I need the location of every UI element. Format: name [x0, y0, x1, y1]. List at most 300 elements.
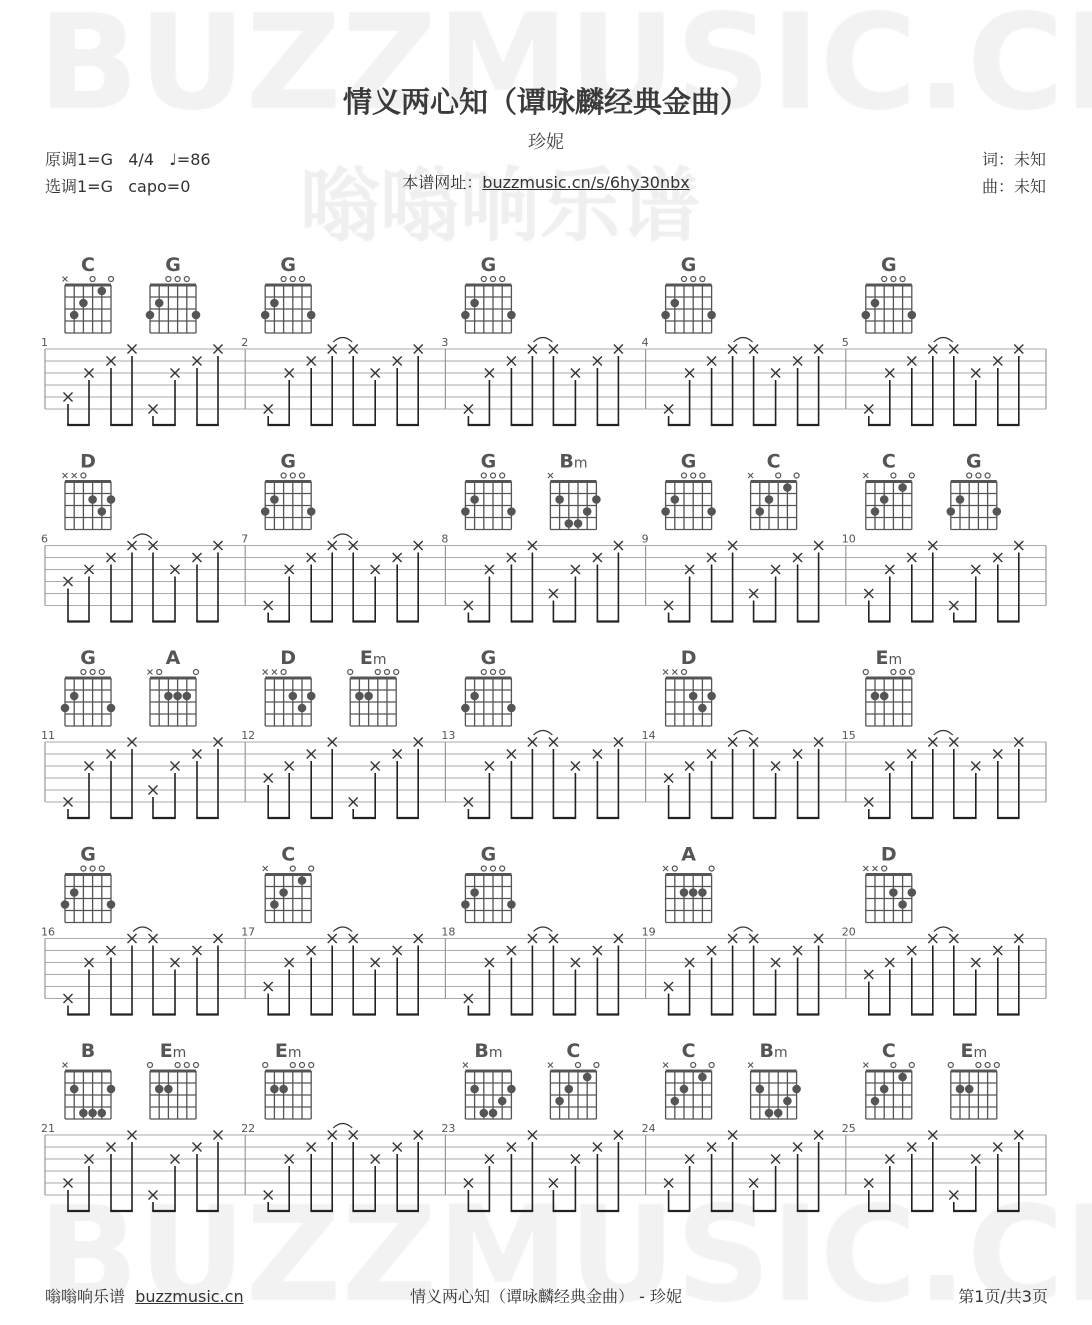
chord-diagram: [61, 844, 116, 923]
chord-diagram: [61, 647, 116, 726]
measure: [842, 844, 1046, 1015]
chord-name: D: [80, 450, 96, 473]
tie: [333, 338, 352, 343]
finger-dot: [947, 507, 956, 516]
finger-dot: [146, 311, 155, 320]
open-marker: [672, 866, 677, 871]
finger-dot: [270, 495, 279, 504]
mute-marker: [672, 670, 677, 675]
open-marker: [194, 1063, 199, 1068]
mute-marker: [873, 866, 878, 871]
chord-diagram: [948, 1040, 999, 1119]
open-marker: [691, 473, 696, 478]
tie: [533, 338, 552, 343]
mute-marker: [63, 1063, 68, 1068]
finger-dot: [498, 1097, 507, 1106]
open-marker: [491, 670, 496, 675]
finger-dot: [79, 1109, 88, 1118]
finger-dot: [871, 692, 880, 701]
chord-diagram: [663, 1040, 714, 1119]
measure-number: 8: [441, 532, 449, 546]
open-marker: [900, 277, 905, 282]
finger-dot: [765, 495, 774, 504]
measure-number: 7: [241, 532, 249, 546]
chord-diagram: [661, 451, 716, 530]
chord-name: C: [881, 450, 896, 473]
measure: [41, 647, 245, 818]
measure-number: 14: [641, 729, 656, 742]
finger-dot: [470, 888, 479, 897]
chord-name: G: [480, 450, 497, 473]
open-marker: [175, 277, 180, 282]
tie: [333, 927, 352, 932]
finger-dot: [783, 1097, 792, 1106]
chord-name: G: [480, 647, 497, 669]
open-marker: [481, 866, 486, 871]
chord-name: G: [965, 450, 982, 473]
composer: 曲：未知: [981, 177, 1046, 196]
tie: [934, 731, 953, 736]
finger-dot: [364, 692, 373, 701]
open-marker: [300, 473, 305, 478]
open-marker: [709, 866, 714, 871]
finger-dot: [79, 299, 88, 308]
chord-diagram: [862, 254, 917, 333]
chord-name: G: [480, 254, 497, 276]
chord-name: Em: [359, 647, 387, 669]
finger-dot: [661, 507, 670, 516]
open-marker: [909, 670, 914, 675]
chord-name: D: [280, 647, 297, 669]
chord-diagram: [63, 1040, 116, 1119]
open-marker: [491, 866, 496, 871]
chord-name: B: [80, 1040, 96, 1062]
chord-diagram: [263, 647, 316, 726]
chord-name: G: [680, 254, 697, 276]
finger-dot: [70, 692, 79, 701]
finger-dot: [898, 1073, 907, 1082]
finger-dot: [783, 483, 792, 492]
measure: [441, 844, 645, 1015]
mute-marker: [663, 1063, 668, 1068]
tie: [333, 1124, 352, 1129]
mute-marker: [72, 473, 77, 478]
tie: [133, 534, 152, 539]
measure-number: 19: [641, 925, 656, 939]
open-marker: [700, 277, 705, 282]
finger-dot: [355, 692, 364, 701]
finger-dot: [671, 1097, 680, 1106]
measure: [642, 1040, 846, 1211]
measure: [41, 844, 245, 1015]
measure-number: 15: [841, 729, 856, 742]
finger-dot: [164, 692, 173, 701]
tie: [934, 927, 953, 932]
mute-marker: [463, 1063, 468, 1068]
finger-dot: [862, 311, 871, 320]
open-marker: [194, 670, 199, 675]
finger-dot: [183, 692, 192, 701]
chord-name: Em: [875, 647, 903, 669]
open-marker: [290, 277, 295, 282]
open-marker: [375, 670, 380, 675]
open-marker: [891, 670, 896, 675]
measure-number: 24: [641, 1122, 656, 1135]
measure: [642, 254, 846, 425]
open-marker: [700, 473, 705, 478]
measure-number: 20: [841, 925, 856, 939]
finger-dot: [565, 1085, 574, 1094]
open-marker: [300, 1063, 305, 1068]
mute-marker: [263, 866, 268, 871]
finger-dot: [164, 1085, 173, 1094]
open-marker: [900, 670, 905, 675]
footer-page: 第1页/共3页: [958, 1287, 1048, 1306]
measure-number: 2: [241, 336, 249, 349]
footer-song: 情义两心知（谭咏麟经典金曲） - 珍妮: [410, 1287, 682, 1306]
open-marker: [290, 473, 295, 478]
artist: 珍妮: [528, 132, 564, 153]
finger-dot: [70, 311, 79, 320]
finger-dot: [689, 888, 698, 897]
measure: [41, 254, 245, 425]
chord-diagram: [261, 451, 316, 530]
score-url-link[interactable]: buzzmusic.cn/s/6hy30nbx: [482, 173, 690, 192]
finger-dot: [298, 704, 307, 713]
measure: [241, 451, 445, 622]
finger-dot: [470, 495, 479, 504]
finger-dot: [707, 507, 716, 516]
finger-dot: [698, 704, 707, 713]
finger-dot: [279, 1085, 288, 1094]
open-marker: [491, 473, 496, 478]
open-marker: [594, 1063, 599, 1068]
open-marker: [90, 277, 95, 282]
finger-dot: [173, 692, 182, 701]
lyricist: 词：未知: [981, 150, 1046, 169]
finger-dot: [298, 876, 307, 885]
measure: [642, 647, 846, 818]
finger-dot: [507, 1085, 516, 1094]
finger-dot: [680, 1085, 689, 1094]
open-marker: [682, 670, 687, 675]
chord-name: Em: [960, 1040, 988, 1062]
original-key: 原调1=G 4/4 ♩=86: [45, 150, 211, 169]
open-marker: [281, 277, 286, 282]
finger-dot: [489, 1109, 498, 1118]
mute-marker: [148, 670, 153, 675]
measure: [241, 647, 445, 818]
chord-name: G: [165, 254, 181, 276]
finger-dot: [774, 1109, 783, 1118]
footer-left: [45, 1284, 244, 1307]
chord-name: C: [681, 1040, 696, 1062]
measure: [441, 647, 645, 818]
measure: [241, 1040, 445, 1211]
finger-dot: [470, 1085, 479, 1094]
open-marker: [481, 277, 486, 282]
finger-dot: [671, 495, 680, 504]
chord-name: G: [80, 843, 96, 866]
measure-number: 23: [441, 1122, 456, 1135]
chord-diagram: [863, 844, 916, 923]
finger-dot: [574, 519, 583, 528]
finger-dot: [98, 287, 107, 296]
finger-dot: [898, 900, 907, 909]
measure-number: 3: [441, 336, 449, 349]
chord-diagram: [748, 451, 799, 530]
measure-number: 5: [841, 336, 849, 349]
finger-dot: [707, 692, 716, 701]
chord-diagram: [261, 254, 316, 333]
chord-diagram: [548, 1040, 599, 1119]
open-marker: [691, 1063, 696, 1068]
finger-dot: [956, 495, 965, 504]
mute-marker: [548, 1063, 553, 1068]
finger-dot: [583, 1073, 592, 1082]
finger-dot: [61, 900, 70, 909]
chord-name: A: [165, 647, 181, 669]
open-marker: [90, 866, 95, 871]
mute-marker: [272, 670, 277, 675]
open-marker: [81, 866, 86, 871]
finger-dot: [661, 311, 670, 320]
finger-dot: [680, 888, 689, 897]
measure-number: 1: [41, 336, 48, 349]
finger-dot: [270, 1085, 279, 1094]
open-marker: [863, 670, 868, 675]
open-marker: [776, 473, 781, 478]
open-marker: [500, 473, 505, 478]
chord-name: C: [881, 1040, 896, 1062]
open-marker: [385, 670, 390, 675]
url-label: 本谱网址：: [402, 173, 483, 192]
chord-name: D: [880, 843, 897, 866]
open-marker: [263, 1063, 268, 1068]
chord-diagram: [748, 1040, 801, 1119]
open-marker: [891, 277, 896, 282]
open-marker: [994, 1063, 999, 1068]
tie: [934, 338, 953, 343]
open-marker: [500, 866, 505, 871]
finger-dot: [279, 888, 288, 897]
chord-name: C: [281, 843, 296, 866]
measure: [441, 451, 645, 622]
selected-key: 选调1=G capo=0: [45, 177, 191, 196]
finger-dot: [307, 311, 316, 320]
chord-diagram: [863, 451, 914, 530]
finger-dot: [480, 1109, 489, 1118]
chord-diagram: [661, 254, 716, 333]
mute-marker: [63, 473, 68, 478]
chord-diagram: [263, 1040, 314, 1119]
chord-name: C: [766, 450, 781, 473]
open-marker: [576, 1063, 581, 1068]
measure-number: 12: [241, 729, 256, 742]
open-marker: [109, 277, 114, 282]
finger-dot: [507, 900, 516, 909]
open-marker: [948, 1063, 953, 1068]
finger-dot: [871, 1097, 880, 1106]
open-marker: [281, 473, 286, 478]
finger-dot: [956, 1085, 965, 1094]
measure: [842, 254, 1046, 425]
finger-dot: [261, 311, 270, 320]
chord-name: Em: [159, 1040, 187, 1062]
chord-name: G: [880, 254, 897, 276]
finger-dot: [461, 311, 470, 320]
finger-dot: [107, 900, 116, 909]
open-marker: [500, 670, 505, 675]
open-marker: [891, 473, 896, 478]
chord-diagram: [146, 254, 201, 333]
chord-name: Bm: [559, 450, 588, 473]
chord-diagram: [863, 647, 914, 726]
chord-diagram: [461, 451, 516, 530]
finger-dot: [470, 692, 479, 701]
finger-dot: [307, 507, 316, 516]
chord-name: G: [80, 647, 96, 669]
open-marker: [148, 1063, 153, 1068]
chord-name: Em: [274, 1040, 302, 1062]
open-marker: [691, 277, 696, 282]
finger-dot: [261, 507, 270, 516]
finger-dot: [880, 1085, 889, 1094]
finger-dot: [270, 299, 279, 308]
open-marker: [184, 277, 189, 282]
finger-dot: [908, 311, 917, 320]
measure-number: 21: [41, 1122, 55, 1135]
tie: [734, 927, 753, 932]
open-marker: [290, 866, 295, 871]
chord-name: G: [280, 450, 297, 473]
finger-dot: [155, 299, 164, 308]
finger-dot: [461, 507, 470, 516]
finger-dot: [583, 507, 592, 516]
open-marker: [90, 670, 95, 675]
tie: [333, 534, 352, 539]
measure-number: 9: [641, 532, 649, 546]
measure-number: 10: [841, 532, 856, 546]
measure-number: 18: [441, 925, 456, 939]
chord-diagram: [461, 647, 516, 726]
open-marker: [290, 1063, 295, 1068]
finger-dot: [707, 311, 716, 320]
chord-diagram: [461, 844, 516, 923]
mute-marker: [863, 1063, 868, 1068]
finger-dot: [507, 704, 516, 713]
open-marker: [157, 670, 162, 675]
mute-marker: [748, 473, 753, 478]
finger-dot: [565, 519, 574, 528]
finger-dot: [871, 299, 880, 308]
finger-dot: [908, 888, 917, 897]
open-marker: [794, 473, 799, 478]
finger-dot: [592, 495, 601, 504]
measure-number: 13: [441, 729, 456, 742]
finger-dot: [880, 692, 889, 701]
finger-dot: [889, 888, 898, 897]
open-marker: [682, 473, 687, 478]
finger-dot: [698, 1073, 707, 1082]
chord-diagram: [548, 451, 601, 530]
chord-name: Bm: [759, 1040, 788, 1062]
finger-dot: [756, 1085, 765, 1094]
measure: [241, 254, 445, 425]
finger-dot: [689, 692, 698, 701]
open-marker: [976, 1063, 981, 1068]
measure: [642, 844, 846, 1015]
chord-diagram: [348, 647, 399, 726]
tie: [734, 731, 753, 736]
finger-dot: [555, 1097, 564, 1106]
measure: [441, 254, 645, 425]
open-marker: [882, 866, 887, 871]
mute-marker: [863, 866, 868, 871]
chord-name: C: [81, 254, 95, 276]
open-marker: [976, 473, 981, 478]
measure-number: 6: [41, 532, 48, 546]
footer-site-name: 嗡嗡响乐谱: [45, 1287, 126, 1306]
finger-dot: [792, 1085, 801, 1094]
finger-dot: [671, 299, 680, 308]
finger-dot: [698, 888, 707, 897]
measure-number: 4: [641, 336, 649, 349]
mute-marker: [263, 670, 268, 675]
finger-dot: [192, 311, 201, 320]
open-marker: [491, 277, 496, 282]
finger-dot: [307, 692, 316, 701]
finger-dot: [155, 1085, 164, 1094]
finger-dot: [765, 1109, 774, 1118]
open-marker: [99, 670, 104, 675]
footer-site-link[interactable]: buzzmusic.cn: [135, 1287, 244, 1306]
finger-dot: [88, 1109, 97, 1118]
chord-diagram: [461, 254, 516, 333]
measure: [842, 647, 1046, 818]
measure: [241, 844, 445, 1015]
open-marker: [166, 277, 171, 282]
open-marker: [81, 473, 86, 478]
mute-marker: [663, 866, 668, 871]
open-marker: [184, 1063, 189, 1068]
open-marker: [81, 670, 86, 675]
open-marker: [909, 1063, 914, 1068]
finger-dot: [107, 495, 116, 504]
finger-dot: [461, 704, 470, 713]
measure: [41, 1040, 245, 1211]
chord-diagram: [663, 647, 716, 726]
finger-dot: [270, 900, 279, 909]
measure-number: 11: [41, 729, 55, 742]
mute-marker: [863, 473, 868, 478]
finger-dot: [507, 311, 516, 320]
measure: [842, 1040, 1046, 1211]
open-marker: [882, 277, 887, 282]
open-marker: [481, 473, 486, 478]
song-title: 情义两心知（谭咏麟经典金曲）: [342, 85, 750, 119]
measure-number: 25: [841, 1122, 856, 1135]
finger-dot: [88, 495, 97, 504]
open-marker: [682, 277, 687, 282]
measure-number: 16: [41, 925, 55, 939]
tie: [734, 338, 753, 343]
chord-diagram: [63, 451, 116, 530]
mute-marker: [748, 1063, 753, 1068]
finger-dot: [61, 704, 70, 713]
mute-marker: [63, 277, 68, 282]
chord-diagram: [63, 254, 114, 333]
